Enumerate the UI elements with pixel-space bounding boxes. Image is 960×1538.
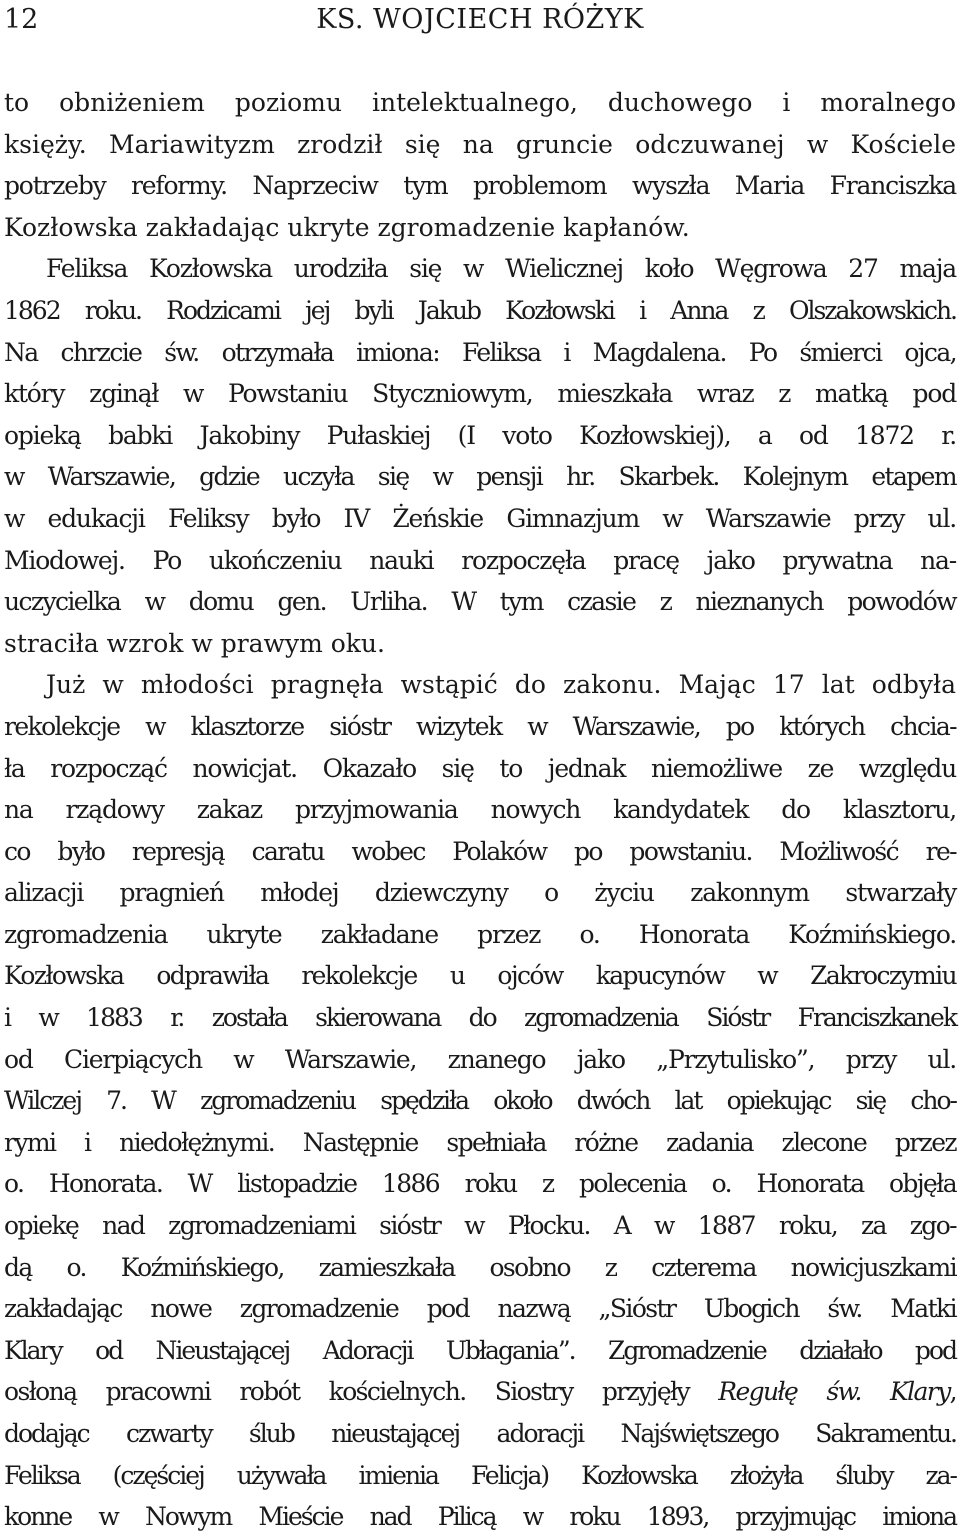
text-line: Feliksa (częściej używała imienia Felicja) Kozłowska złożyła śluby za- <box>4 1460 956 1490</box>
text-line: zakładając nowe zgromadzenie pod nazwą „Sióstr Ubogich św. Matki <box>4 1294 956 1324</box>
text-line: który zginął w Powstaniu Styczniowym, mieszkała wraz z matką pod <box>4 379 956 409</box>
text-line: Już w młodości pragnęła wstąpić do zakonu. Mając 17 lat odbyła <box>46 670 956 700</box>
text-line: w Warszawie, gdzie uczyła się w pensji hr. Skarbek. Kolejnym etapem <box>4 462 956 492</box>
text-line: Wilczej 7. W zgromadzeniu spędziła około dwóch lat opiekując się cho- <box>4 1086 956 1116</box>
text-line: w edukacji Feliksy było IV Żeńskie Gimnazjum w Warszawie przy ul. <box>4 503 956 533</box>
text-line: Na chrzcie św. otrzymała imiona: Feliksa i Magdalena. Po śmierci ojca, <box>4 337 956 367</box>
text-line: rymi i niedołężnymi. Następnie spełniała różne zadania zlecone przez <box>4 1127 956 1157</box>
text-line: księży. Mariawityzm zrodził się na gruncie odczuwanej w Kościele <box>4 129 956 159</box>
text-line: na rządowy zakaz przyjmowania nowych kandydatek do klasztoru, <box>4 795 956 825</box>
text-line: co było represją caratu wobec Polaków po powstaniu. Możliwość re- <box>4 836 956 866</box>
text-run: osłoną pracowni robót kościelnych. Siostry przyjęły <box>4 1377 719 1407</box>
text-line: Kozłowska odprawiła rekolekcje u ojców kapucynów w Zakroczymiu <box>4 961 956 991</box>
text-line: uczycielka w domu gen. Urliha. W tym czasie z nieznanych powodów <box>4 587 956 617</box>
text-line: Feliksa Kozłowska urodziła się w Wielicznej koło Węgrowa 27 maja <box>46 254 956 284</box>
text-line: i w 1883 r. została skierowana do zgromadzenia Sióstr Franciszkanek <box>4 1003 956 1033</box>
text-line: zgromadzenia ukryte zakładane przez o. Honorata Koźmińskiego. <box>4 919 956 949</box>
text-line: dodając czwarty ślub nieustającej adoracji Najświętszego Sakramentu. <box>4 1419 956 1448</box>
text-line: Klary od Nieustającej Adoracji Ubłagania”. Zgromadzenie działało pod <box>4 1335 956 1365</box>
text-line: potrzeby reformy. Naprzeciw tym problemom wyszła Maria Franciszka <box>4 171 956 201</box>
text-line <box>4 1371 956 1413</box>
text-line: 1862 roku. Rodzicami jej byli Jakub Kozłowski i Anna z Olszakowskich. <box>4 295 956 325</box>
text-line: to obniżeniem poziomu intelektualnego, duchowego i moralnego <box>4 88 956 117</box>
text-line: Miodowej. Po ukończeniu nauki rozpoczęła pracę jako prywatna na- <box>4 545 956 575</box>
text-line: alizacji pragnień młodej dziewczyny o życiu zakonnym stwarzały <box>4 878 956 908</box>
text-line: opiekę nad zgromadzeniami sióstr w Płocku. A w 1887 roku, za zgo- <box>4 1211 956 1241</box>
page-number: 12 <box>4 4 39 35</box>
text-line: rekolekcje w klasztorze sióstr wizytek w Warszawie, po których chcia- <box>4 711 956 741</box>
text-line: Kozłowska zakładając ukryte zgromadzenie kapłanów. <box>4 212 690 242</box>
text-line: o. Honorata. W listopadzie 1886 roku z polecenia o. Honorata objęła <box>4 1169 956 1199</box>
body-text <box>4 82 956 1538</box>
text-line: opieką babki Jakobiny Pułaskiej (I voto Kozłowskiej), a od 1872 r. <box>4 420 956 450</box>
page-header <box>0 2 960 42</box>
text-line: konne w Nowym Mieście nad Pilicą w roku 1893, przyjmując imiona <box>4 1502 956 1532</box>
text-line: ła rozpocząć nowicjat. Okazało się to jednak niemożliwe ze względu <box>4 753 956 783</box>
text-line: dą o. Koźmińskiego, zamieszkała osobno z czterema nowicjuszkami <box>4 1252 956 1282</box>
text-line: straciła wzrok w prawym oku. <box>4 628 385 658</box>
text-line: od Cierpiących w Warszawie, znanego jako „Przytulisko”, przy ul. <box>4 1044 956 1074</box>
running-head: KS. WOJCIECH RÓŻYK <box>316 4 644 35</box>
text-run: , <box>949 1377 956 1407</box>
italic-title: Regułę św. Klary <box>718 1377 950 1407</box>
